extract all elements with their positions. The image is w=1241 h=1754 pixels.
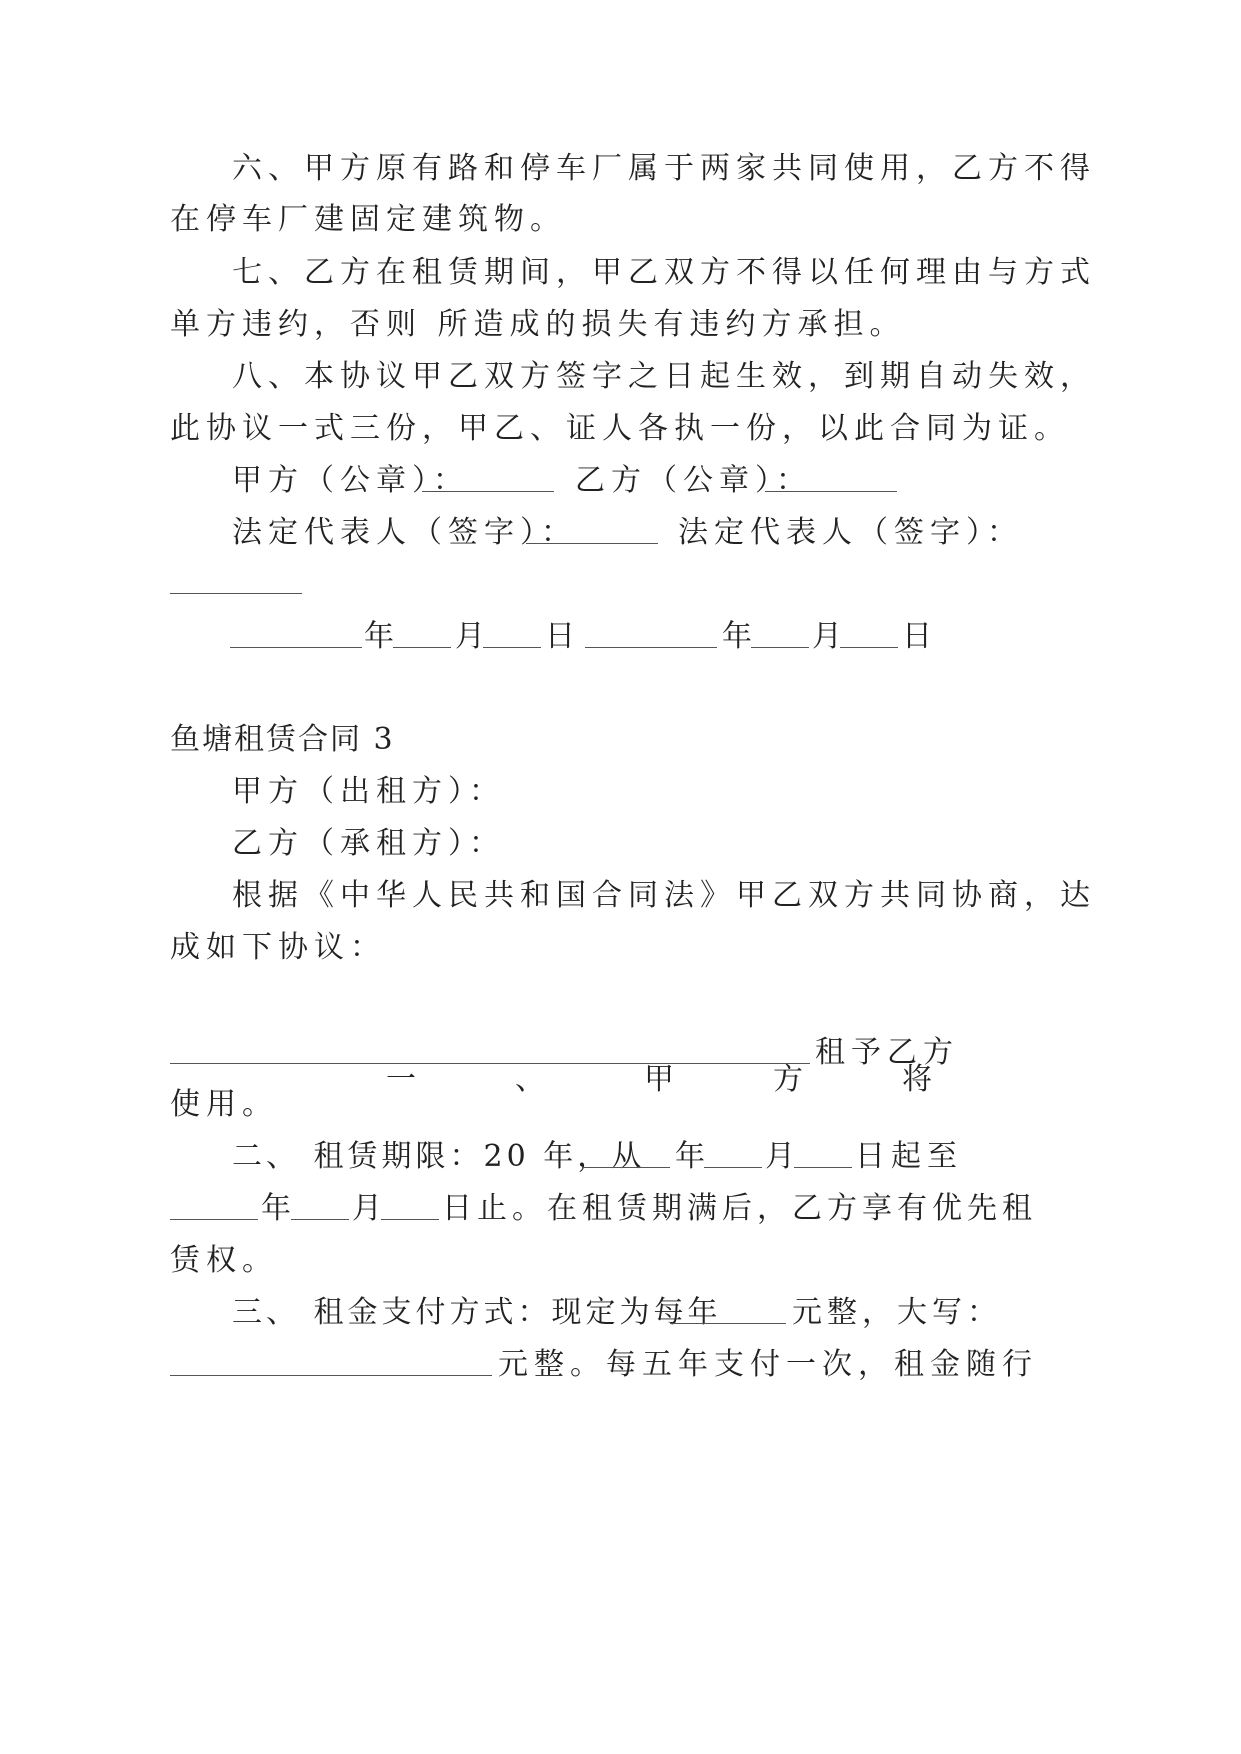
date-a-month-blank	[393, 617, 451, 648]
c3-clause-2-to-year-label: 年	[261, 1191, 297, 1226]
c3-clause-1-line-3	[0, 1085, 1241, 1125]
c3-clause-2-to-day-blank	[381, 1189, 439, 1220]
c3-clause-2-prefix: 二、 租赁期限：20 年，从	[232, 1139, 646, 1174]
c3-clause-2-to-year-blank	[170, 1189, 258, 1220]
c3-clause-1-char-2: 、	[515, 1062, 551, 1097]
c3-clause-3-prefix: 三、 租金支付方式：现定为每年	[232, 1295, 722, 1330]
lessee-label: 乙方（承租方）：	[232, 826, 505, 861]
c3-clause-1-char-5: 将	[902, 1062, 938, 1097]
date-b-year-label: 年	[722, 619, 758, 654]
date-a-year-label: 年	[364, 619, 400, 654]
legal-rep-a-label: 法定代表人（签字）：	[232, 515, 577, 550]
party-a-seal-blank	[422, 461, 554, 492]
intro-text-2: 成如下协议：	[170, 930, 386, 965]
c3-clause-1-char-1: 一	[386, 1062, 422, 1097]
clause-8-text-1: 八、本协议甲乙双方签字之日起生效，到期自动失效，	[232, 359, 1096, 394]
c3-clause-2-from-day-blank	[794, 1137, 852, 1168]
c3-clause-1-after-blank: 租予乙方	[815, 1035, 959, 1070]
date-b-month-label: 月	[812, 619, 848, 654]
c3-clause-2-line-2	[0, 1189, 1241, 1229]
legal-rep-b-label: 法定代表人（签字）：	[678, 515, 1023, 550]
legal-rep-b-blank	[170, 563, 302, 594]
c3-clause-3-capital-blank	[170, 1345, 492, 1376]
clause-7-line-2	[0, 305, 1241, 345]
clause-6-text-1: 六、甲方原有路和停车厂属于两家共同使用，乙方不得	[232, 151, 1096, 186]
clause-8-line-1	[0, 357, 1241, 397]
c3-clause-2-end-text: 日止。在租赁期满后，乙方享有优先租	[442, 1191, 1037, 1226]
date-b-day-blank	[840, 617, 898, 648]
c3-clause-2-from-year-label: 年	[675, 1139, 711, 1174]
clause-7-line-1	[0, 253, 1241, 293]
date-b-day-label: 日	[902, 619, 938, 654]
c3-clause-2-to-month-label: 月	[352, 1191, 388, 1226]
intro-line-1	[0, 876, 1241, 916]
date-a-year-blank	[230, 617, 362, 648]
contract-3-title: 鱼塘租赁合同 3	[170, 722, 395, 757]
c3-clause-2-from-year-blank	[582, 1137, 670, 1168]
c3-clause-2-line-3	[0, 1241, 1241, 1281]
c3-clause-2-text-3: 赁权。	[170, 1243, 278, 1278]
c3-clause-1-line-2	[0, 1033, 1241, 1073]
party-b-seal-blank	[765, 461, 897, 492]
legal-rep-blank-line	[0, 563, 1241, 603]
lessor-line	[0, 772, 1241, 812]
c3-clause-1-char-4: 方	[773, 1062, 809, 1097]
date-b-month-blank	[751, 617, 809, 648]
c3-clause-3-line-1	[0, 1293, 1241, 1333]
intro-line-2	[0, 928, 1241, 968]
c3-clause-2-line-1	[0, 1137, 1241, 1177]
intro-text-1: 根据《中华人民共和国合同法》甲乙双方共同协商，达	[232, 878, 1096, 913]
c3-clause-1-text-3: 使用。	[170, 1087, 278, 1122]
lessor-label: 甲方（出租方）：	[232, 774, 505, 809]
c3-clause-3-mid: 元整，大写：	[792, 1295, 1002, 1330]
clause-7-text-2: 单方违约，否则 所造成的损失有违约方承担。	[170, 307, 906, 342]
party-b-seal-label: 乙方（公章）：	[575, 463, 812, 498]
date-a-month-label: 月	[455, 619, 491, 654]
c3-clause-3-line-2	[0, 1345, 1241, 1385]
clause-6-line-2	[0, 200, 1241, 240]
legal-rep-a-blank	[526, 513, 658, 544]
c3-clause-2-from-suffix: 日起至	[855, 1139, 963, 1174]
clause-7-text-1: 七、乙方在租赁期间，甲乙双方不得以任何理由与方式	[232, 255, 1096, 290]
party-a-seal-label: 甲方（公章）：	[232, 463, 469, 498]
c3-clause-2-to-month-blank	[291, 1189, 349, 1220]
c3-clause-1-char-3: 甲	[644, 1062, 680, 1097]
contract-3-title-line	[0, 720, 1241, 760]
c3-clause-3-line-2-text: 元整。每五年支付一次，租金随行	[498, 1347, 1038, 1382]
clause-6-text-2: 在停车厂建固定建筑物。	[170, 202, 566, 237]
date-a-day-label: 日	[545, 619, 581, 654]
date-line	[0, 617, 1241, 657]
clause-8-text-2: 此协议一式三份，甲乙、证人各执一份，以此合同为证。	[170, 411, 1070, 446]
seal-line	[0, 461, 1241, 501]
c3-clause-2-from-month-blank	[704, 1137, 762, 1168]
date-a-day-blank	[483, 617, 541, 648]
clause-8-line-2	[0, 409, 1241, 449]
c3-clause-1-object-blank	[170, 1033, 810, 1064]
c3-clause-2-from-month-label: 月	[765, 1139, 801, 1174]
clause-6-line-1	[0, 149, 1241, 189]
legal-rep-line	[0, 513, 1241, 553]
c3-clause-3-amount-blank	[670, 1293, 786, 1324]
date-b-year-blank	[585, 617, 717, 648]
lessee-line	[0, 824, 1241, 864]
